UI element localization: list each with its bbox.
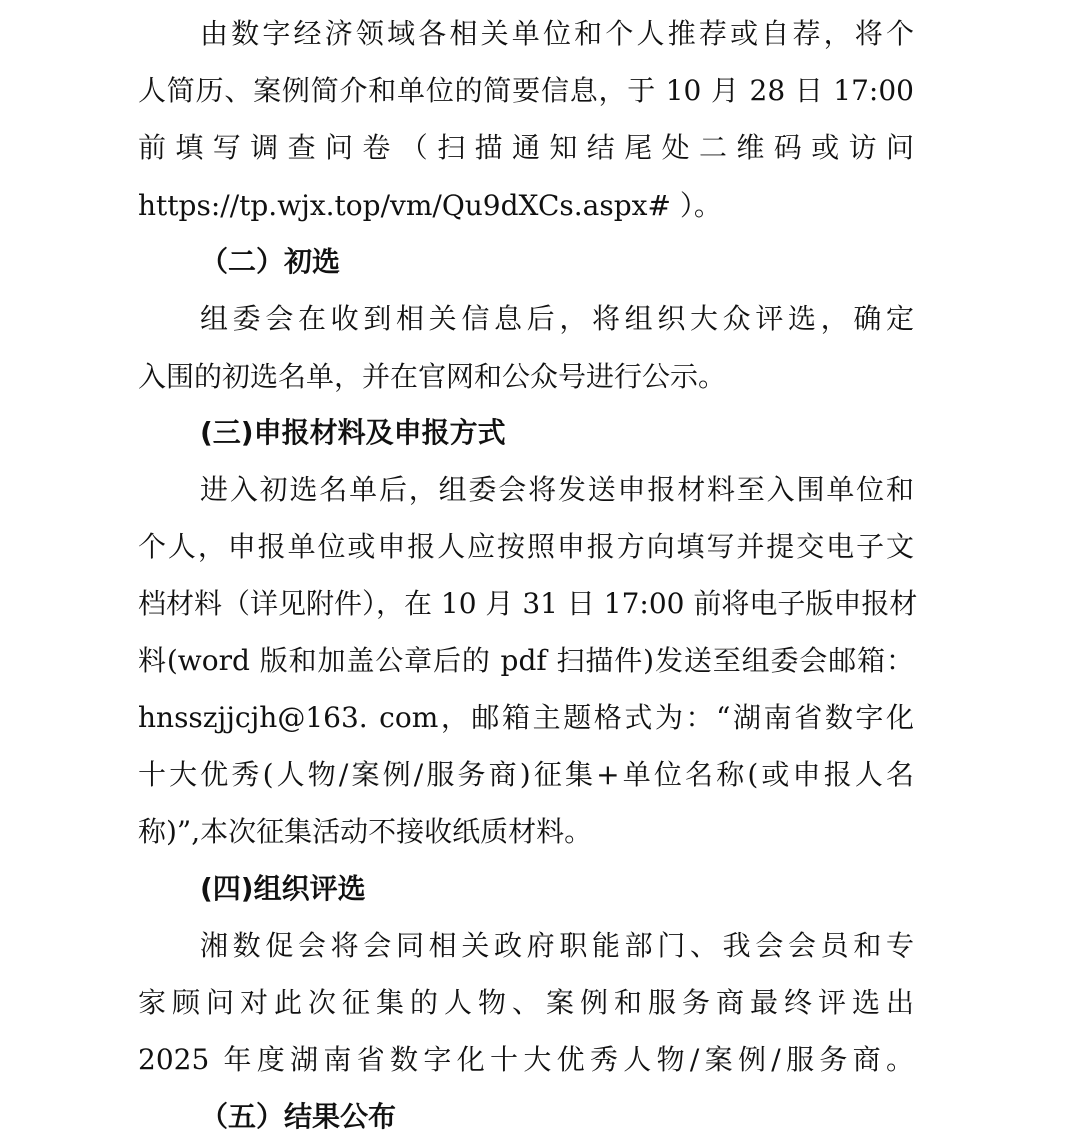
paragraph-1-line-3: 前填写调查问卷（扫描通知结尾处二维码或访问 [138, 131, 914, 164]
paragraph-1-line-4: https://tp.wjx.top/vm/Qu9dXCs.aspx# ）。 [138, 189, 722, 222]
paragraph-4-line-1: 湘数促会将会同相关政府职能部门、我会会员和专 [200, 929, 914, 962]
paragraph-4-line-3: 2025 年度湖南省数字化十大优秀人物/案例/服务商。 [138, 1043, 914, 1076]
paragraph-2-line-2: 入围的初选名单，并在官网和公众号进行公示。 [138, 360, 727, 393]
paragraph-3-line-5: hnsszjjcjh@163. com，邮箱主题格式为：“湖南省数字化 [138, 701, 914, 734]
paragraph-2-line-1: 组委会在收到相关信息后，将组织大众评选，确定 [200, 302, 914, 335]
paragraph-3-line-3: 档材料（详见附件），在 10 月 31 日 17:00 前将电子版申报材 [138, 587, 918, 620]
section-heading-4: (四)组织评选 [200, 872, 366, 905]
section-heading-3: (三)申报材料及申报方式 [200, 416, 506, 449]
paragraph-1-line-1: 由数字经济领域各相关单位和个人推荐或自荐，将个 [200, 17, 914, 50]
paragraph-1-line-2: 人简历、案例简介和单位的简要信息，于 10 月 28 日 17:00 [138, 74, 914, 107]
paragraph-3-line-6: 十大优秀(人物/案例/服务商)征集+单位名称(或申报人名 [138, 758, 914, 791]
paragraph-3-line-7: 称)”,本次征集活动不接收纸质材料。 [138, 815, 593, 848]
section-heading-2: （二）初选 [200, 245, 341, 278]
section-heading-5: （五）结果公布 [200, 1100, 397, 1133]
paragraph-3-line-4: 料(word 版和加盖公章后的 pdf 扫描件)发送至组委会邮箱： [138, 644, 914, 677]
paragraph-3-line-1: 进入初选名单后，组委会将发送申报材料至入围单位和 [200, 473, 914, 506]
paragraph-3-line-2: 个人，申报单位或申报人应按照申报方向填写并提交电子文 [138, 530, 914, 563]
paragraph-4-line-2: 家顾问对此次征集的人物、案例和服务商最终评选出 [138, 986, 914, 1019]
